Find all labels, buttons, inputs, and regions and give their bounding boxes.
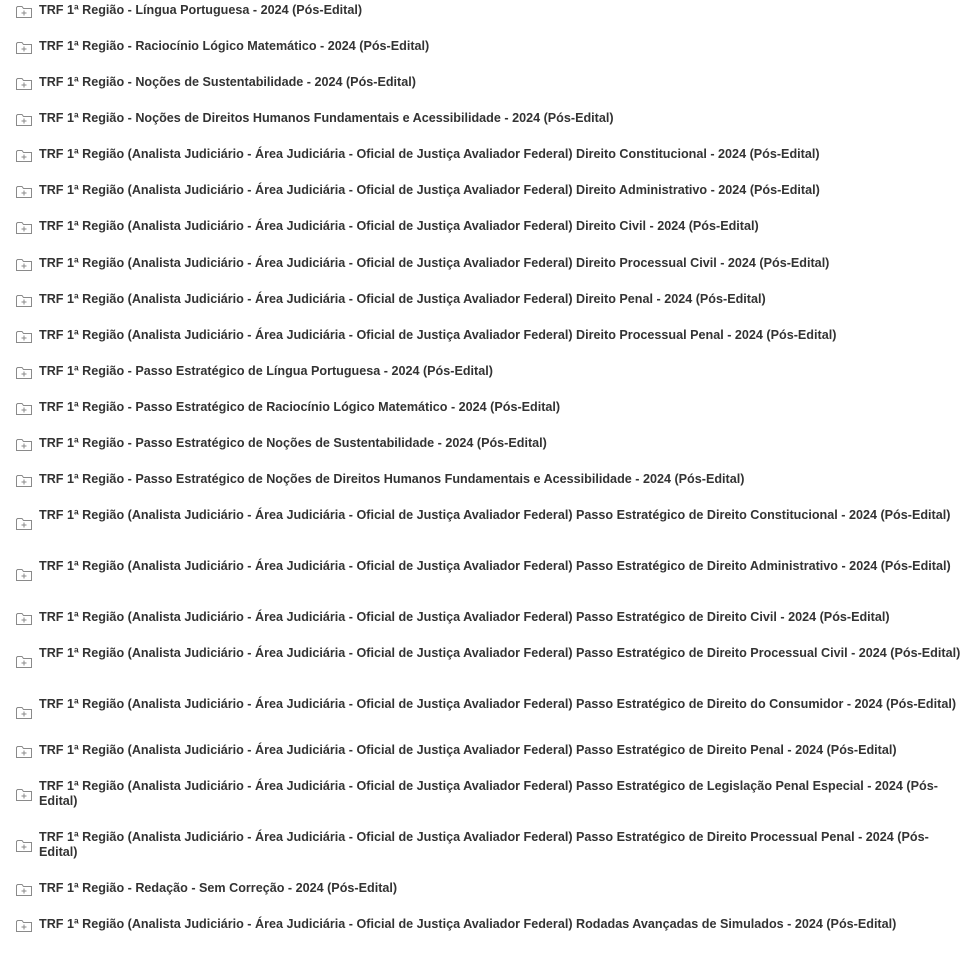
- course-item[interactable]: [16, 472, 964, 488]
- course-item[interactable]: [16, 646, 964, 669]
- course-label: TRF 1ª Região (Analista Judiciário - Área Judiciária - Oficial de Justiça Avaliador Federal) Passo Estratégico de Direito Penal - 2024 (Pós-Edital): [39, 743, 897, 757]
- course-label: TRF 1ª Região (Analista Judiciário - Área Judiciária - Oficial de Justiça Avaliador Federal) Direito Processual Penal - 2024 (Pós-Edital): [39, 328, 837, 342]
- course-label: TRF 1ª Região (Analista Judiciário - Área Judiciária - Oficial de Justiça Avaliador Federal) Passo Estratégico de Legislação Penal Especial - 2024 (Pós-Edital): [39, 779, 938, 808]
- course-item[interactable]: [16, 697, 964, 720]
- course-item[interactable]: [16, 559, 964, 582]
- folder-plus-icon: [16, 402, 32, 416]
- course-label: TRF 1ª Região (Analista Judiciário - Área Judiciária - Oficial de Justiça Avaliador Federal) Direito Constitucional - 2024 (Pós-Edital): [39, 147, 820, 161]
- folder-plus-icon: [16, 839, 32, 853]
- folder-plus-icon: [16, 788, 32, 802]
- course-item[interactable]: [16, 917, 964, 933]
- course-label: TRF 1ª Região (Analista Judiciário - Área Judiciária - Oficial de Justiça Avaliador Federal) Direito Civil - 2024 (Pós-Edital): [39, 219, 759, 233]
- folder-plus-icon: [16, 113, 32, 127]
- folder-plus-icon: [16, 655, 32, 669]
- course-item[interactable]: [16, 743, 964, 759]
- course-label: TRF 1ª Região - Noções de Sustentabilidade - 2024 (Pós-Edital): [39, 75, 416, 89]
- course-label: TRF 1ª Região - Raciocínio Lógico Matemático - 2024 (Pós-Edital): [39, 39, 430, 53]
- course-item[interactable]: [16, 400, 964, 416]
- course-label: TRF 1ª Região (Analista Judiciário - Área Judiciária - Oficial de Justiça Avaliador Federal) Direito Penal - 2024 (Pós-Edital): [39, 292, 766, 306]
- folder-plus-icon: [16, 745, 32, 759]
- folder-plus-icon: [16, 149, 32, 163]
- folder-plus-icon: [16, 919, 32, 933]
- folder-plus-icon: [16, 517, 32, 531]
- course-label: TRF 1ª Região (Analista Judiciário - Área Judiciária - Oficial de Justiça Avaliador Federal) Passo Estratégico de Direito Constitucional - 2024 (Pós-Edital): [39, 508, 951, 522]
- course-label: TRF 1ª Região (Analista Judiciário - Área Judiciária - Oficial de Justiça Avaliador Federal) Passo Estratégico de Direito Processual Civil - 2024 (Pós-Edital): [39, 646, 961, 660]
- course-label: TRF 1ª Região (Analista Judiciário - Área Judiciária - Oficial de Justiça Avaliador Federal) Direito Processual Civil - 2024 (Pós-Edital): [39, 256, 830, 270]
- course-item[interactable]: [16, 292, 964, 308]
- folder-plus-icon: [16, 77, 32, 91]
- course-item[interactable]: [16, 508, 964, 531]
- course-item[interactable]: [16, 610, 964, 626]
- folder-plus-icon: [16, 330, 32, 344]
- course-item[interactable]: [16, 779, 964, 809]
- course-label: TRF 1ª Região - Passo Estratégico de Raciocínio Lógico Matemático - 2024 (Pós-Edital): [39, 400, 561, 414]
- course-item[interactable]: [16, 3, 964, 19]
- course-label: TRF 1ª Região (Analista Judiciário - Área Judiciária - Oficial de Justiça Avaliador Federal) Rodadas Avançadas de Simulados - 2024 (Pós-Edital): [39, 917, 897, 931]
- folder-plus-icon: [16, 185, 32, 199]
- course-item[interactable]: [16, 147, 964, 163]
- course-label: TRF 1ª Região (Analista Judiciário - Área Judiciária - Oficial de Justiça Avaliador Federal) Direito Administrativo - 2024 (Pós-Edital): [39, 183, 820, 197]
- course-label: TRF 1ª Região - Redação - Sem Correção - 2024 (Pós-Edital): [39, 881, 398, 895]
- course-label: TRF 1ª Região - Noções de Direitos Humanos Fundamentais e Acessibilidade - 2024 (Pós-Edital): [39, 111, 614, 125]
- folder-plus-icon: [16, 258, 32, 272]
- course-item[interactable]: [16, 436, 964, 452]
- folder-plus-icon: [16, 706, 32, 720]
- course-label: TRF 1ª Região (Analista Judiciário - Área Judiciária - Oficial de Justiça Avaliador Federal) Passo Estratégico de Direito Administrativo - 2024 (Pós-Edital): [39, 559, 951, 573]
- folder-plus-icon: [16, 5, 32, 19]
- course-item[interactable]: [16, 75, 964, 91]
- course-label: TRF 1ª Região (Analista Judiciário - Área Judiciária - Oficial de Justiça Avaliador Federal) Passo Estratégico de Direito Civil - 2024 (Pós-Edital): [39, 610, 890, 624]
- course-label: TRF 1ª Região (Analista Judiciário - Área Judiciária - Oficial de Justiça Avaliador Federal) Passo Estratégico de Direito do Consumidor - 2024 (Pós-Edital): [39, 697, 957, 711]
- folder-plus-icon: [16, 612, 32, 626]
- folder-plus-icon: [16, 438, 32, 452]
- folder-plus-icon: [16, 883, 32, 897]
- folder-plus-icon: [16, 568, 32, 582]
- course-label: TRF 1ª Região - Passo Estratégico de Noções de Sustentabilidade - 2024 (Pós-Edital): [39, 436, 547, 450]
- folder-plus-icon: [16, 474, 32, 488]
- course-item[interactable]: [16, 830, 964, 860]
- course-item[interactable]: [16, 881, 964, 897]
- course-label: TRF 1ª Região - Passo Estratégico de Língua Portuguesa - 2024 (Pós-Edital): [39, 364, 493, 378]
- course-item[interactable]: [16, 219, 964, 235]
- folder-plus-icon: [16, 221, 32, 235]
- course-label: TRF 1ª Região (Analista Judiciário - Área Judiciária - Oficial de Justiça Avaliador Federal) Passo Estratégico de Direito Processual Penal - 2024 (Pós-Edital): [39, 830, 929, 859]
- course-item[interactable]: [16, 111, 964, 127]
- course-item[interactable]: [16, 256, 964, 272]
- course-item[interactable]: [16, 328, 964, 344]
- course-label: TRF 1ª Região - Língua Portuguesa - 2024 (Pós-Edital): [39, 3, 363, 17]
- folder-plus-icon: [16, 366, 32, 380]
- folder-plus-icon: [16, 294, 32, 308]
- course-item[interactable]: [16, 364, 964, 380]
- course-item[interactable]: [16, 39, 964, 55]
- folder-plus-icon: [16, 41, 32, 55]
- course-item[interactable]: [16, 183, 964, 199]
- course-label: TRF 1ª Região - Passo Estratégico de Noções de Direitos Humanos Fundamentais e Acessibilidade - 2024 (Pós-Edital): [39, 472, 745, 486]
